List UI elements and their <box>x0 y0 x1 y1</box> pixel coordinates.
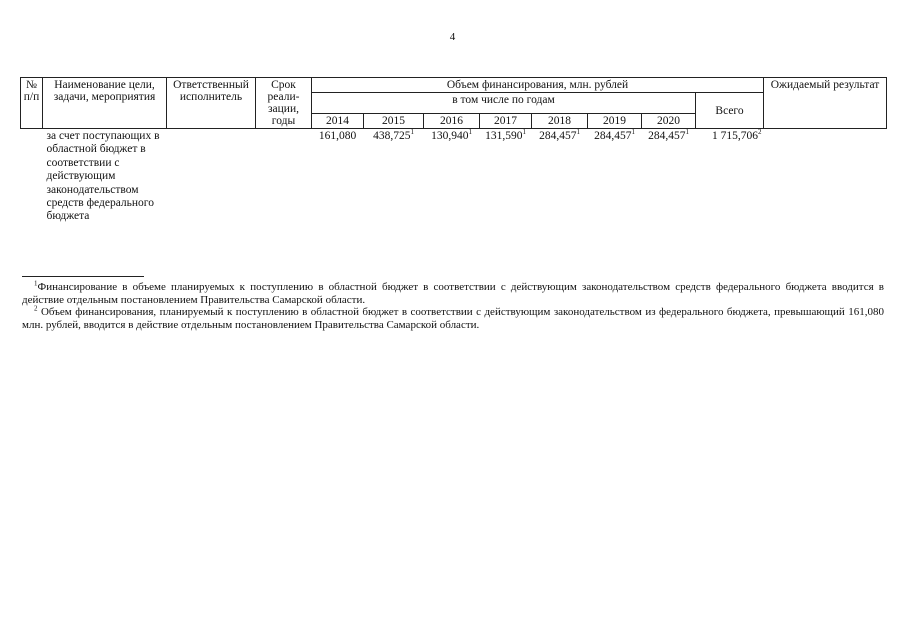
cell-total <box>696 129 764 225</box>
cell-name: за счет поступающих в областной бюджет в соответствии с действующим законодательством средств федерального бюджета <box>46 130 160 223</box>
footnote-text: Финансирование в объеме планируемых к поступлению в областной бюджет в соответствии с действующим законодательством средств федерального бюджета вводится в действие отдельным постановлением Правительства Самарской области. <box>22 281 884 306</box>
cell-value-2020 <box>642 129 696 225</box>
footnote-mark: 1 <box>410 128 414 137</box>
header-year-2018: 2018 <box>532 114 588 129</box>
header-name: Наименование цели, задачи, мероприятия <box>43 78 167 129</box>
footnote-mark: 1 <box>576 128 580 137</box>
cell-value-2017 <box>480 129 532 225</box>
total-text: 1 715,706 <box>712 130 759 142</box>
value-text: 161,080 <box>318 130 357 142</box>
cell-value-2019 <box>588 129 642 225</box>
value-text: 131,590 <box>485 130 523 142</box>
header-year-2015: 2015 <box>364 114 424 129</box>
cell-value-2016 <box>424 129 480 225</box>
value-text: 284,457 <box>594 130 632 142</box>
header-year-2016: 2016 <box>424 114 480 129</box>
table-row <box>21 129 887 225</box>
footnote-mark: 1 <box>685 128 689 137</box>
header-year-2017: 2017 <box>480 114 532 129</box>
footnote-mark: 2 <box>34 304 38 313</box>
cell-value-2014 <box>312 129 364 225</box>
header-term: Срок реали-зации, годы <box>256 78 312 129</box>
header-row-1 <box>21 78 887 93</box>
cell-num <box>21 129 43 225</box>
financing-table <box>20 77 887 225</box>
value-text: 284,457 <box>539 130 577 142</box>
footnote-text: Объем финансирования, планируемый к поступлению в областной бюджет в соответствии с действующим законодательством из федерального бюджета, превышающий 161,080 млн. рублей, вводится в действие отдельным постановлением Правительства Самарской области. <box>22 306 884 331</box>
header-result: Ожидаемый результат <box>764 78 887 129</box>
header-total: Всего <box>696 93 764 129</box>
cell-term <box>256 129 312 225</box>
value-text: 438,725 <box>373 130 411 142</box>
header-year-2014: 2014 <box>312 114 364 129</box>
footnote-mark: 1 <box>34 279 38 288</box>
footnote-mark: 1 <box>522 128 526 137</box>
header-funding: Объем финансирования, млн. рублей <box>312 78 764 93</box>
value-text: 130,940 <box>431 130 469 142</box>
footnotes <box>22 281 884 331</box>
cell-responsible <box>167 129 256 225</box>
header-by-years: в том числе по годам <box>312 93 696 114</box>
header-year-2020: 2020 <box>642 114 696 129</box>
footnote-2 <box>22 306 884 331</box>
footnote-mark: 1 <box>631 128 635 137</box>
header-responsible: Ответственный исполнитель <box>167 78 256 129</box>
footnote-mark: 1 <box>468 128 472 137</box>
page-number: 4 <box>449 31 456 43</box>
cell-value-2018 <box>532 129 588 225</box>
footnote-mark: 2 <box>758 128 762 137</box>
footnote-separator <box>22 276 144 277</box>
cell-result <box>764 129 887 225</box>
value-text: 284,457 <box>648 130 686 142</box>
cell-value-2015 <box>364 129 424 225</box>
header-year-2019: 2019 <box>588 114 642 129</box>
footnote-1 <box>22 281 884 306</box>
header-num: № п/п <box>21 78 43 129</box>
